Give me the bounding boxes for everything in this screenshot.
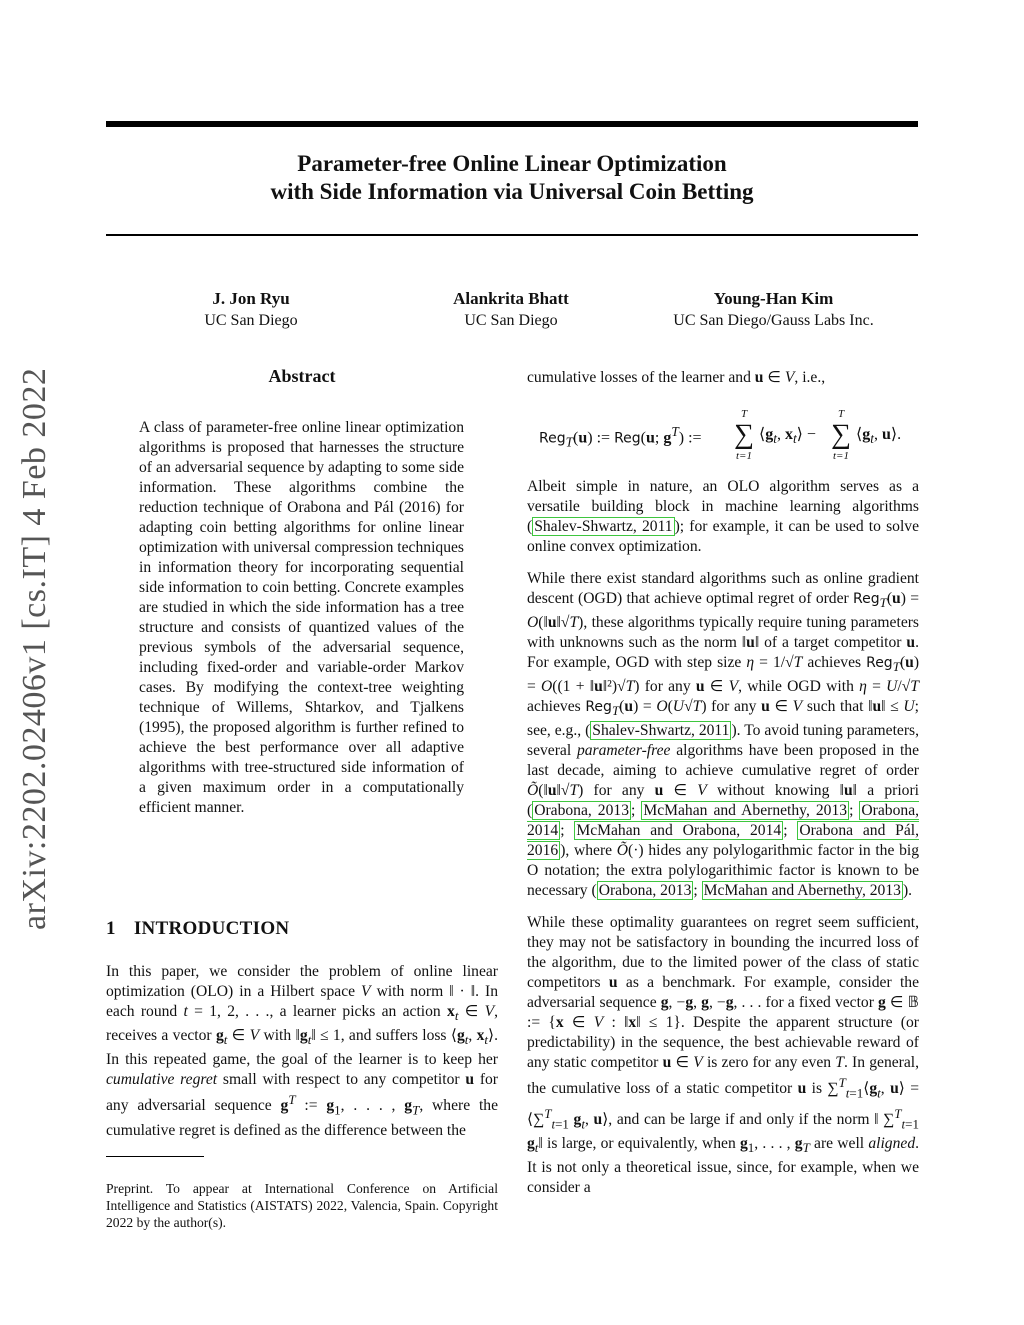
text-run: is zero for any even — [706, 1054, 832, 1072]
paper-title — [106, 150, 918, 206]
section-title: INTRODUCTION — [133, 918, 290, 939]
text-run: are well — [814, 1134, 865, 1152]
title-top-rule — [106, 121, 918, 127]
text-run: as a benchmark. For example, consider the adversarial sequence — [527, 974, 919, 1012]
author-list — [106, 288, 918, 338]
footnote: Preprint. To appear at International Conference on Artificial Intelligence and Statistics (AISTATS) 2022, Valencia, Spain. Copyright 2022 by the author(s). — [106, 1181, 498, 1230]
intro-paragraph: In this paper, we consider the problem of online linear optimization (OLO) in a Hilbert space V with norm ‖ · ‖. In each round t = 1, 2, . . ., a learner picks an action $x_t$ ∈ V, receives a vector $g_t$ ∈ V with $‖g_t‖ \le 1$, and suffers loss $⟨g_t$, $x_t⟩$. In this repeated game, the goal of the learner is to keep her cumulative regret small with respect to any competitor u for any adversarial sequence $g^T$ := $g_1$, . . . , $g_T$, where the cumulative regret is defined as the difference between the — [106, 963, 499, 1139]
equation-lhs: Reg$_T$(u) := Reg(u; $g^T$) := — [539, 424, 702, 450]
text-run: cumulative losses of the learner and — [527, 369, 751, 386]
text-run: of a target competitor — [764, 634, 902, 652]
text-run: ); for example, it can be used to solve online convex optimization. — [527, 518, 919, 555]
text-run: hides any polylogarithmic factor in the big O notation; the extra polylogarithimic factor is known to be necessary ( — [527, 842, 919, 900]
text-run: . In this repeated game, the goal of the learner is to keep her — [106, 1027, 499, 1069]
text-run: , receives a vector — [106, 1003, 499, 1045]
citation-link[interactable]: Shalev-Shwartz, 2011 — [592, 722, 730, 740]
text-run: . Despite the apparent structure (or predictability) in the sequence, the best achievable reward of any static competitor — [527, 1014, 919, 1072]
regret-equation — [527, 404, 919, 466]
author-3 — [636, 288, 911, 332]
text-run: for any — [644, 678, 691, 696]
equation-term-1: $⟨g_t$, $x_t⟩$ − — [759, 426, 816, 447]
citation-link[interactable]: McMahan and Orabona, 2014 — [576, 822, 782, 840]
right-column-body — [527, 477, 919, 1210]
text-run: , where the cumulative regret is defined as the difference between the — [106, 1097, 499, 1139]
paragraph-static-competitors: While these optimality guarantees on regret seem sufficient, they may not be satisfactory in bounding the incurred loss of the algorithm, due to the limited power of the class of static competitors u as a benchmark. For example, consider the adversarial sequence g, −g, g, −g, . . . for a fixed vector g ∈ 𝔹 := {x ∈ V : ‖x‖ ≤ 1}. Despite the apparent structure (or predictability) in the sequence, the best achievable reward of any static competitor u ∈ V is zero for any even T. In general, the cumulative loss of a static competitor u is $\sum^T_{t=1}⟨g_t$, u⟩ = ⟨∑$^T_{t=1}$ $g_t$, u⟩, and can be large if and only if the norm ‖ ∑$^T_{t=1}$ $g_t‖$ is large, or equivalently, when $g_1$, . . . , $g_T$ are well aligned. It is not only a theoretical issue, since, for example, when we consider a — [527, 914, 920, 1197]
title-bottom-rule — [106, 234, 918, 236]
author-affiliation: UC San Diego — [204, 312, 298, 329]
text-run: with norm ‖ · ‖. In each round — [106, 983, 498, 1020]
citation-link[interactable]: Orabona, 2013 — [598, 882, 692, 900]
text-run: , while OGD with — [738, 678, 854, 696]
text-run: cumulative regret — [106, 1071, 218, 1089]
footnote-rule — [106, 1156, 204, 1157]
text-run: ). To avoid tuning parameters, several — [527, 722, 919, 760]
summation-1: T ∑ t=1 — [734, 408, 754, 462]
text-run: . In general, the cumulative loss of a static competitor — [527, 1054, 920, 1098]
citation-link[interactable]: Orabona, 2014 — [527, 802, 920, 840]
abstract-text: A class of parameter-free online linear optimization algorithms is proposed that harnesses the structure of an adversarial sequence by adapting to some side information. These algorithms combine the reduction technique of Orabona and Pál (2016) for adapting coin betting algorithms for online linear optimization with universal compression techniques in information theory for incorporating sequential side information to coin betting. Concrete examples are studied in which the side information has a tree structure and consists of quantized values of the previous symbols of the adversarial sequence, including fixed-order and variable-order Markov cases. By modifying the context-tree weighting technique of Willems, Shtarkov, and Tjalkens (1995), the proposed algorithm is further refined to achieve the best performance over all adaptive algorithms with tree-structured side information of a given maximum order in a computationally efficient manner. — [139, 419, 464, 816]
section-heading — [106, 918, 289, 940]
text-run: , i.e., — [794, 369, 826, 386]
equation-term-2: $⟨g_t$, u⟩. — [856, 426, 902, 447]
text-run: , these algorithms typically require tuning parameters with unknowns such as the norm — [527, 614, 919, 652]
author-name: J. Jon Ryu — [212, 289, 290, 308]
text-run: Albeit simple in nature, an OLO algorithm serves as a versatile building block in machine learning algorithms ( — [527, 478, 919, 535]
text-run: for any — [711, 698, 757, 716]
citation-link[interactable]: McMahan and Abernethy, 2013 — [703, 882, 901, 900]
text-run: ), where — [560, 842, 613, 860]
text-run: such that — [806, 698, 864, 716]
citation-link[interactable]: Orabona and Pál, 2016 — [527, 822, 920, 860]
text-run: ). — [902, 882, 913, 900]
text-run: While there exist standard algorithms such as online gradient descent (OGD) that achieve optimal regret of order — [527, 570, 919, 607]
author-affiliation: UC San Diego/Gauss Labs Inc. — [673, 312, 874, 329]
text-run: for a fixed vector — [765, 994, 874, 1012]
author-affiliation: UC San Diego — [464, 312, 558, 329]
text-run: is large, or equivalently, when — [547, 1134, 736, 1152]
text-run: achieves — [527, 698, 581, 716]
text-run: . It is not only a theoretical issue, since, for example, when we consider a — [527, 1134, 920, 1197]
text-run: is — [811, 1080, 823, 1098]
paragraph-ogd: While there exist standard algorithms such as online gradient descent (OGD) that achieve optimal regret of order Reg$_T$(u) = O(‖u‖√T), these algorithms typically require tuning parameters with unknowns such as the norm ‖u‖ of a target competitor u. For example, OGD with step size η = 1/√T achieves Reg$_T$(u) = O((1 + ‖u‖²)√T) for any u ∈ V, while OGD with η = U/√T achieves Reg$_T$(u) = O(U√T) for any u ∈ V such that ‖u‖ ≤ U; see, e.g., ( Shalev-Shwartz, 2011 ). To avoid tuning parameters, several parameter-free algorithms have been proposed in the last decade, aiming to achieve cumulative regret of order Õ(‖u‖√T) for any u ∈ V without knowing ‖u‖ a priori ( Orabona, 2013 ; McMahan and Abernethy, 2013 ; Orabona, 2014 ; McMahan and Orabona, 2014 ; Orabona and Pál, 2016 ), where Õ(·) hides any polylogarithmic factor in the big O notation; the extra polylogarithimic factor is known to be necessary ( Orabona, 2013 ; McMahan and Abernethy, 2013 ). — [527, 570, 920, 900]
text-run: , and suffers loss — [340, 1027, 447, 1045]
citation-link[interactable]: Shalev-Shwartz, 2011 — [534, 518, 673, 535]
text-run: for any — [593, 782, 645, 800]
author-1 — [146, 288, 356, 332]
citation-link[interactable]: McMahan and Abernethy, 2013 — [643, 802, 848, 820]
text-run: aligned — [868, 1134, 916, 1152]
section-number: 1 — [106, 918, 116, 939]
text-run: a learner picks an action — [279, 1003, 441, 1020]
summation-2: T ∑ t=1 — [831, 408, 851, 462]
right-column-lead: cumulative losses of the learner and u ∈ V, i.e., — [527, 369, 826, 386]
paragraph-olo — [527, 477, 919, 557]
text-run: small with respect to any competitor — [222, 1071, 460, 1089]
text-run: In this paper, we consider the problem of online linear optimization (OLO) in a Hilbert space — [106, 963, 498, 1000]
arxiv-identifier[interactable]: arXiv:2202.02406v1 [cs.IT] 4 Feb 2022 — [16, 367, 53, 930]
citation-link[interactable]: Orabona, 2013 — [534, 802, 629, 820]
title-line-2: with Side Information via Universal Coin Betting — [270, 179, 754, 204]
text-run: parameter-free — [576, 742, 671, 760]
text-run: algorithms have been proposed in the last decade, aiming to achieve cumulative regret of order — [527, 742, 919, 780]
text-run: for any adversarial sequence — [106, 1071, 498, 1115]
text-run: with — [263, 1027, 292, 1045]
text-run: While these optimality guarantees on regret seem sufficient, they may not be satisfactory in bounding the incurred loss of the algorithm, due to the limited power of the class of static competitors — [527, 914, 919, 992]
author-name: Young-Han Kim — [713, 289, 834, 308]
abstract-heading: Abstract — [268, 366, 336, 386]
text-run: achieves — [807, 654, 862, 672]
text-run: ; see, e.g., ( — [527, 698, 919, 740]
author-name: Alankrita Bhatt — [453, 289, 569, 308]
author-2 — [406, 288, 616, 332]
text-run: a priori ( — [527, 782, 919, 820]
title-line-1: Parameter-free Online Linear Optimization — [297, 151, 727, 176]
text-run: , and can be large if and only if the norm — [608, 1110, 870, 1128]
text-run: without knowing — [716, 782, 830, 800]
text-run: . For example, OGD with step size — [527, 634, 919, 672]
